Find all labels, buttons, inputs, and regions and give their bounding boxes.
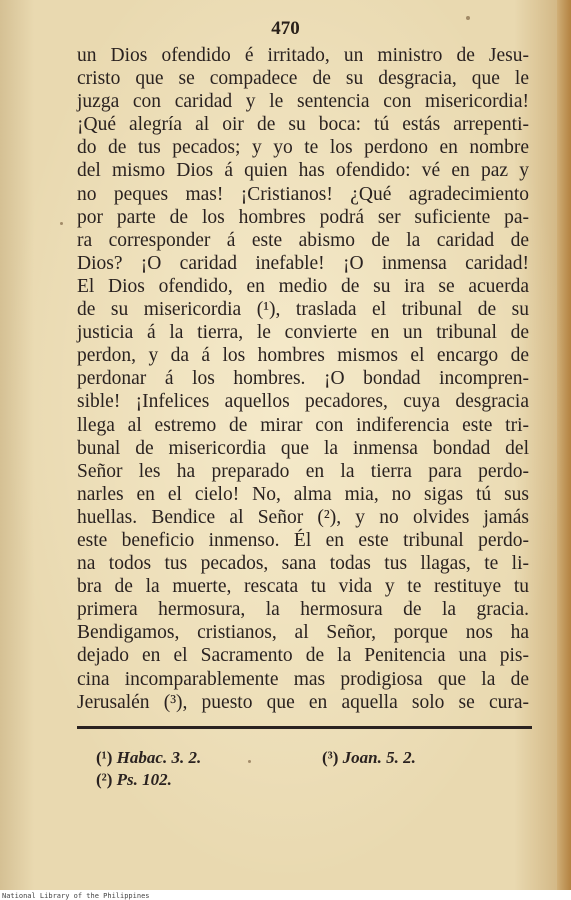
text-line: cristo que se compadece de su desgracia, que le (77, 68, 529, 90)
text-line: del mismo Dios á quien has ofendido: vé en paz y (77, 160, 529, 182)
text-line: primera hermosura, la hermosura de la gracia. (77, 599, 529, 621)
footnote-reference: Joan. 5. 2. (342, 748, 416, 767)
ink-speck (248, 760, 251, 763)
text-line: Dios? ¡O caridad inefable! ¡O inmensa caridad! (77, 252, 529, 274)
text-line: Bendigamos, cristianos, al Señor, porque nos ha (77, 622, 529, 644)
footnote-2 (96, 770, 172, 790)
footnote-mark: (³) (322, 748, 339, 767)
body-text (77, 44, 529, 714)
footnote-reference: Ps. 102. (116, 770, 172, 789)
footnote-mark: (¹) (96, 748, 113, 767)
page-number: 470 (271, 18, 300, 39)
text-line: Jerusalén (³), puesto que en aquella solo se cura- (77, 691, 529, 713)
footnote-divider (77, 726, 532, 729)
text-line: na todos tus pecados, sana todas tus llagas, te li- (77, 553, 529, 575)
page-edge-shadow (557, 0, 571, 890)
text-line: llega al estremo de mirar con indiferencia este tri- (77, 414, 529, 436)
text-line: El Dios ofendido, en medio de su ira se acuerda (77, 275, 529, 297)
text-line: bunal de misericordia que la inmensa bondad del (77, 437, 529, 459)
text-line: ra corresponder á este abismo de la caridad de (77, 229, 529, 251)
text-line: por parte de los hombres podrá ser suficiente pa- (77, 206, 529, 228)
text-line: no peques mas! ¡Cristianos! ¿Qué agradecimiento (77, 183, 529, 205)
text-line: huellas. Bendice al Señor (²), y no olvides jamás (77, 506, 529, 528)
text-line: sible! ¡Infelices aquellos pecadores, cuya desgracia (77, 391, 529, 413)
text-line: perdon, y da á los hombres mismos el encargo de (77, 345, 529, 367)
text-line: Señor les ha preparado en la tierra para perdo- (77, 460, 529, 482)
text-line: perdonar á los hombres. ¡O bondad incompren- (77, 368, 529, 390)
text-line: cina incomparablemente mas prodigiosa que la de (77, 668, 529, 690)
text-line: bra de la muerte, rescata tu vida y te restituye tu (77, 576, 529, 598)
footnote-mark: (²) (96, 770, 113, 789)
footnote-1 (96, 748, 201, 768)
text-line: narles en el cielo! No, alma mia, no sigas tú sus (77, 483, 529, 505)
library-credit: National Library of the Philippines (2, 892, 150, 900)
footnote-3 (322, 748, 416, 768)
text-line: de su misericordia (¹), traslada el tribunal de su (77, 299, 529, 321)
text-line: justicia á la tierra, le convierte en un tribunal de (77, 322, 529, 344)
text-line: este beneficio inmenso. Él en este tribunal perdo- (77, 529, 529, 551)
ink-speck (60, 222, 63, 225)
text-line: do de tus pecados; y yo te los perdono en nombre (77, 137, 529, 159)
text-line: dejado en el Sacramento de la Penitencia una pis- (77, 645, 529, 667)
text-line: juzga con caridad y le sentencia con misericordia! (77, 91, 529, 113)
footnote-reference: Habac. 3. 2. (116, 748, 202, 767)
text-line: ¡Qué alegría al oir de su boca: tú estás arrepenti- (77, 114, 529, 136)
text-line: un Dios ofendido é irritado, un ministro de Jesu- (77, 45, 529, 66)
